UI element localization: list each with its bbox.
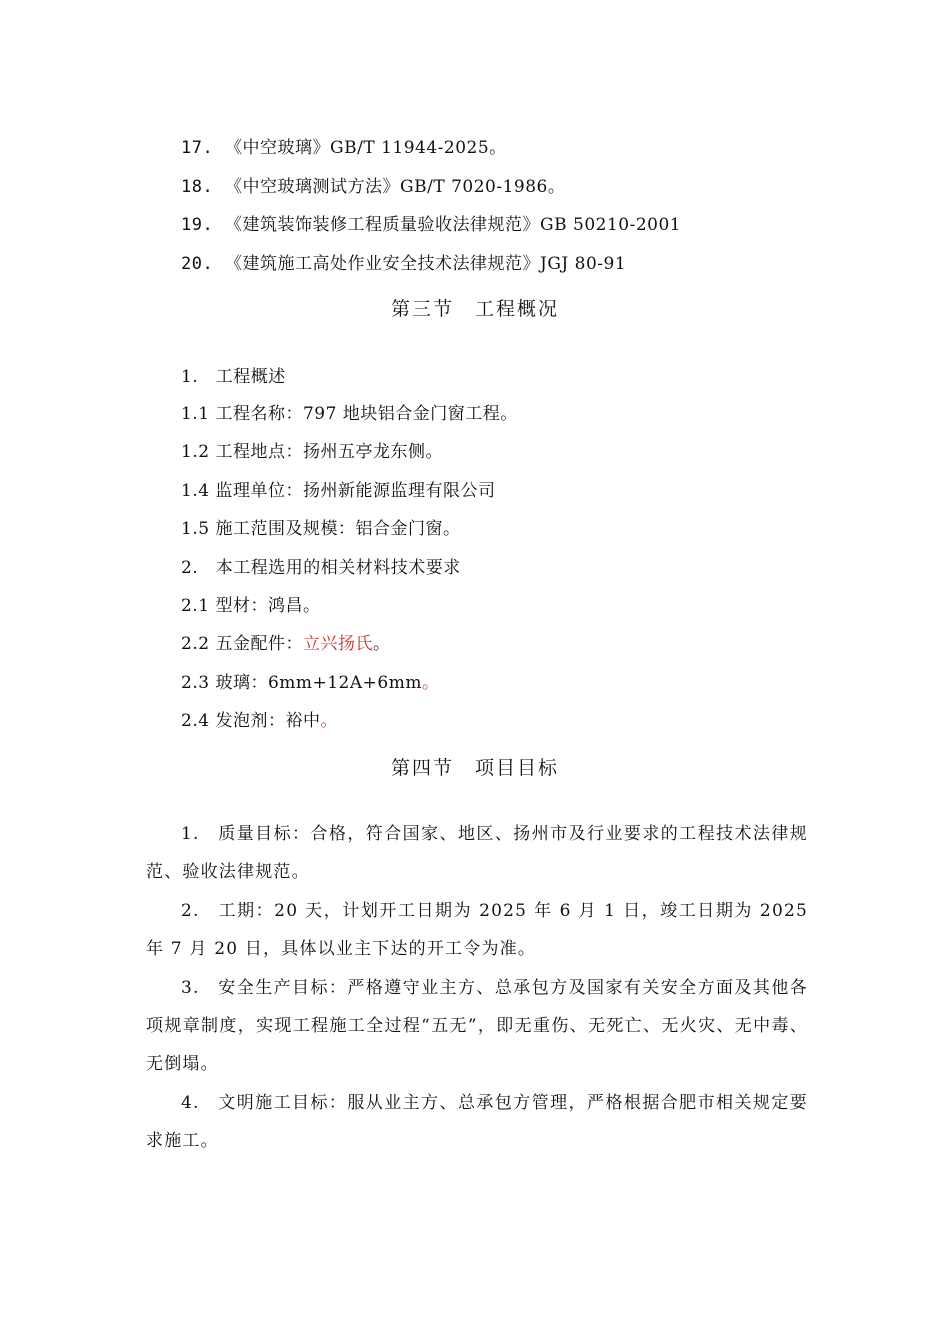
project-name: 1.1 工程名称：797 地块铝合金门窗工程。	[181, 404, 518, 424]
hardware-label: 2.2 五金配件：	[181, 634, 303, 654]
overview-item: 1. 工程概述	[181, 367, 286, 387]
standard-text: 《建筑施工高处作业安全技术法律规范》JGJ 80-91	[225, 254, 627, 274]
civilized-construction-target: 4. 文明施工目标：服从业主方、总承包方管理，严格根据合肥市相关规定要求施工。	[146, 1093, 808, 1151]
section-3-heading: 第三节 工程概况	[390, 298, 559, 320]
hardware-value: 立兴扬氏	[302, 634, 373, 654]
standard-text: 《建筑装饰装修工程质量验收法律规范》GB 50210-2001	[225, 215, 682, 235]
construction-scope: 1.5 施工范围及规模：铝合金门窗。	[181, 519, 461, 539]
supervision-unit: 1.4 监理单位：扬州新能源监理有限公司	[181, 481, 496, 501]
materials-heading: 2. 本工程选用的相关材料技术要求	[181, 558, 461, 578]
hardware-end: 。	[372, 634, 391, 654]
foam-label: 2.4 发泡剂：裕中	[181, 711, 321, 731]
glass-item	[181, 671, 439, 695]
standard-item-18	[181, 175, 565, 199]
section-4-heading: 第四节 项目目标	[390, 757, 559, 779]
standard-text: 《中空玻璃测试方法》GB/T 7020-1986。	[225, 177, 566, 197]
standard-text: 《中空玻璃》GB/T 11944-2025。	[225, 138, 507, 158]
project-location: 1.2 工程地点：扬州五亭龙东侧。	[181, 442, 443, 462]
foam-end: 。	[320, 711, 338, 731]
glass-end: 。	[421, 673, 440, 693]
schedule-target: 2. 工期：20 天，计划开工日期为 2025 年 6 月 1 日，竣工日期为 2025 年 7 月 20 日，具体以业主下达的开工令为准。	[146, 901, 808, 959]
standard-item-19	[181, 213, 681, 237]
glass-label: 2.3 玻璃：6mm+12A+6mm	[181, 673, 422, 693]
standard-item-17	[181, 136, 507, 160]
safety-target: 3. 安全生产目标：严格遵守业主方、总承包方及国家有关安全方面及其他各项规章制度，实现工程施工全过程“五无”，即无重伤、无死亡、无火灾、无中毒、无倒塌。	[146, 978, 808, 1074]
standard-item-20	[181, 252, 626, 276]
foam-item	[181, 709, 338, 733]
standard-number: 19.	[181, 215, 214, 235]
standard-number: 18.	[181, 177, 214, 197]
quality-target: 1. 质量目标：合格，符合国家、地区、扬州市及行业要求的工程技术法律规范、验收法律规范。	[146, 824, 808, 882]
standard-number: 17.	[181, 138, 214, 158]
standard-number: 20.	[181, 254, 214, 274]
profile-material: 2.1 型材：鸿昌。	[181, 596, 321, 616]
hardware-item	[181, 632, 390, 656]
